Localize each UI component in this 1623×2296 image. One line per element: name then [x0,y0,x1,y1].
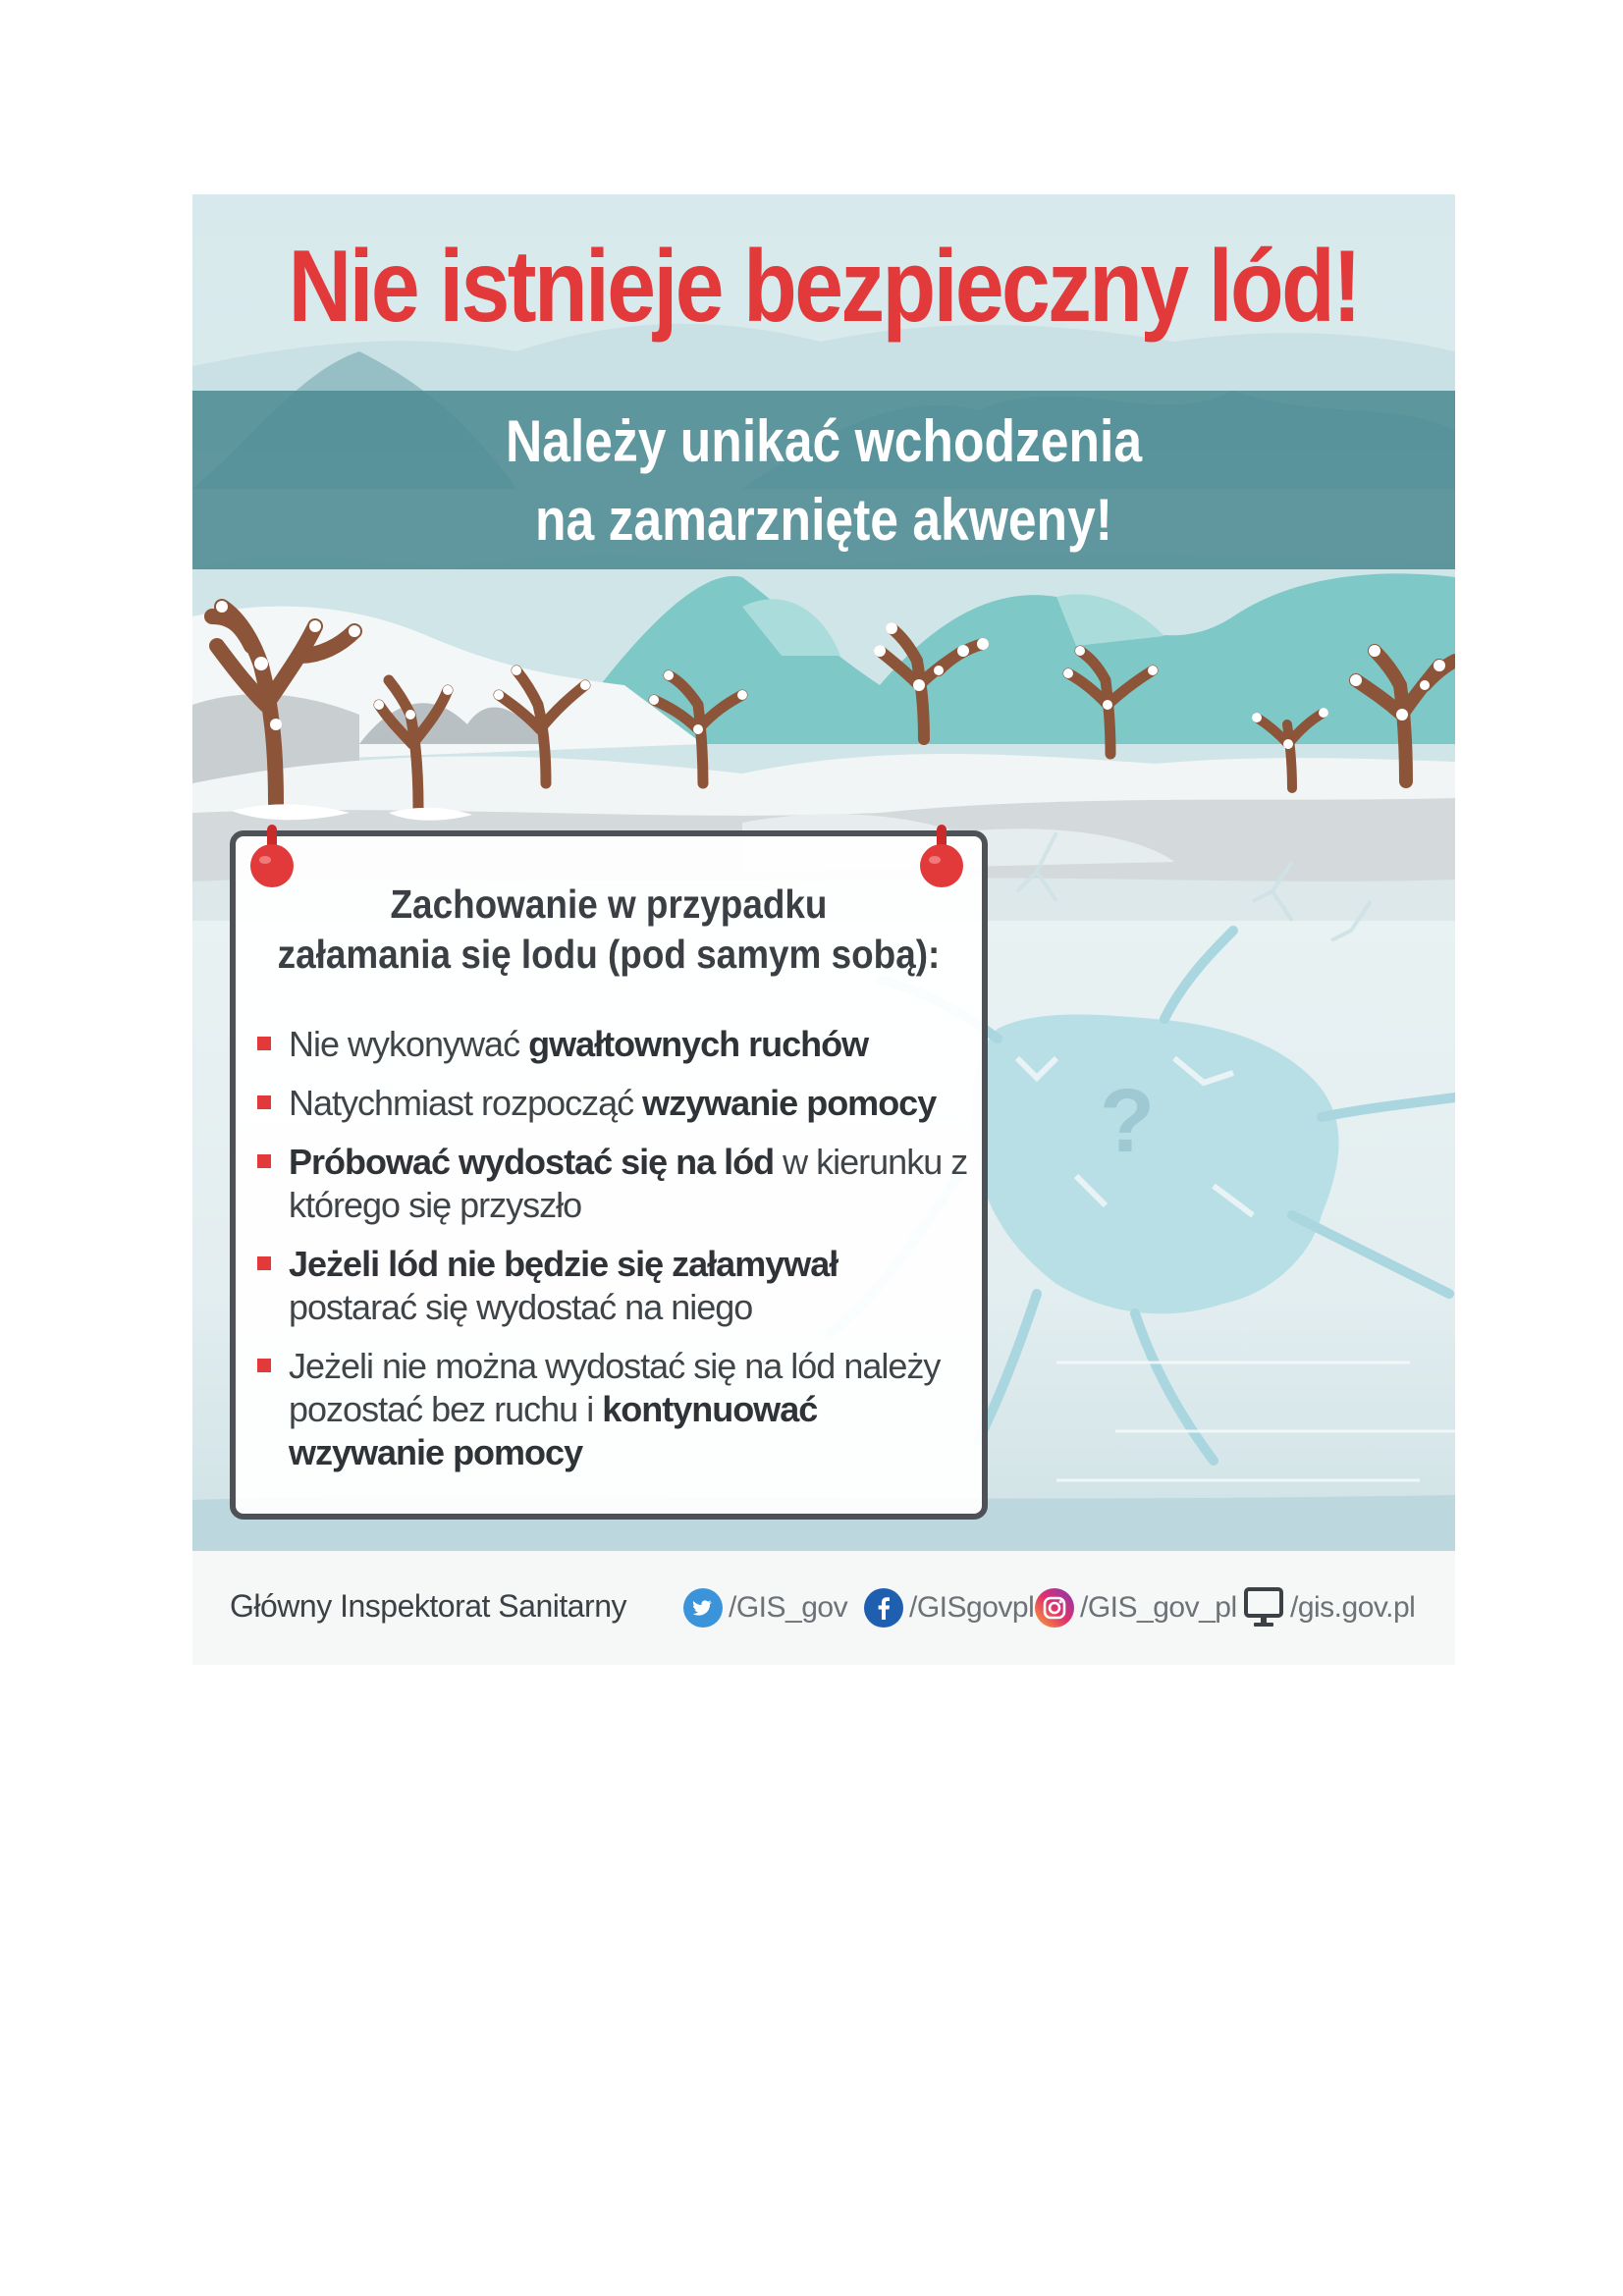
item-text: w kierunku z którego się przyszło [289,1142,968,1225]
bullet-square-icon [257,1037,271,1050]
card-title [273,880,945,980]
list-item [253,1243,970,1329]
twitter-icon [683,1588,723,1628]
item-text: Jeżeli nie można wydostać się na lód należy pozostać bez ruchu i [289,1346,941,1429]
item-text: Natychmiast rozpocząć [289,1083,643,1123]
bullet-square-icon [257,1256,271,1270]
bullet-square-icon [257,1154,271,1168]
list-item [253,1345,970,1474]
twitter-handle: /GIS_gov [729,1591,848,1624]
instructions-list [253,1023,970,1490]
computer-monitor-icon [1243,1586,1284,1629]
item-text-bold: Próbować wydostać się na lód [289,1142,775,1182]
page-title: Nie istnieje bezpieczny lód! [288,230,1360,344]
item-text: Nie wykonywać [289,1024,529,1064]
question-mark: ? [1099,1071,1156,1171]
organization-name: Główny Inspektorat Sanitarny [230,1588,626,1624]
facebook-link[interactable] [864,1584,1034,1631]
card-title-line-1: Zachowanie w przypadku [390,881,828,927]
subtitle-line-2: na zamarznięte akweny! [535,487,1112,553]
footer [192,1551,1455,1665]
item-text-bold: wzywanie pomocy [642,1083,937,1123]
website-url: /gis.gov.pl [1290,1591,1416,1624]
facebook-handle: /GISgovpl [909,1591,1035,1624]
twitter-link[interactable] [683,1584,847,1631]
bullet-square-icon [257,1095,271,1109]
card-title-line-2: załamania się lodu (pod samym sobą): [277,932,941,977]
item-text-bold: kontynuować wzywanie pomocy [289,1389,818,1472]
poster [192,194,1455,1665]
list-item [253,1141,970,1227]
facebook-icon [864,1588,903,1628]
list-item [253,1082,970,1125]
bullet-square-icon [257,1359,271,1372]
subtitle-banner [192,391,1455,569]
list-item [253,1023,970,1066]
instagram-handle: /GIS_gov_pl [1080,1591,1237,1624]
instagram-icon [1035,1588,1074,1628]
website-link[interactable] [1243,1584,1415,1631]
item-text-bold: Jeżeli lód nie będzie się załamywał [289,1244,839,1284]
item-text: postarać się wydostać na niego [289,1287,753,1327]
instructions-card [230,830,988,1520]
subtitle-line-1: Należy unikać wchodzenia [505,408,1143,474]
instagram-link[interactable] [1035,1584,1237,1631]
item-text-bold: gwałtownych ruchów [528,1024,869,1064]
